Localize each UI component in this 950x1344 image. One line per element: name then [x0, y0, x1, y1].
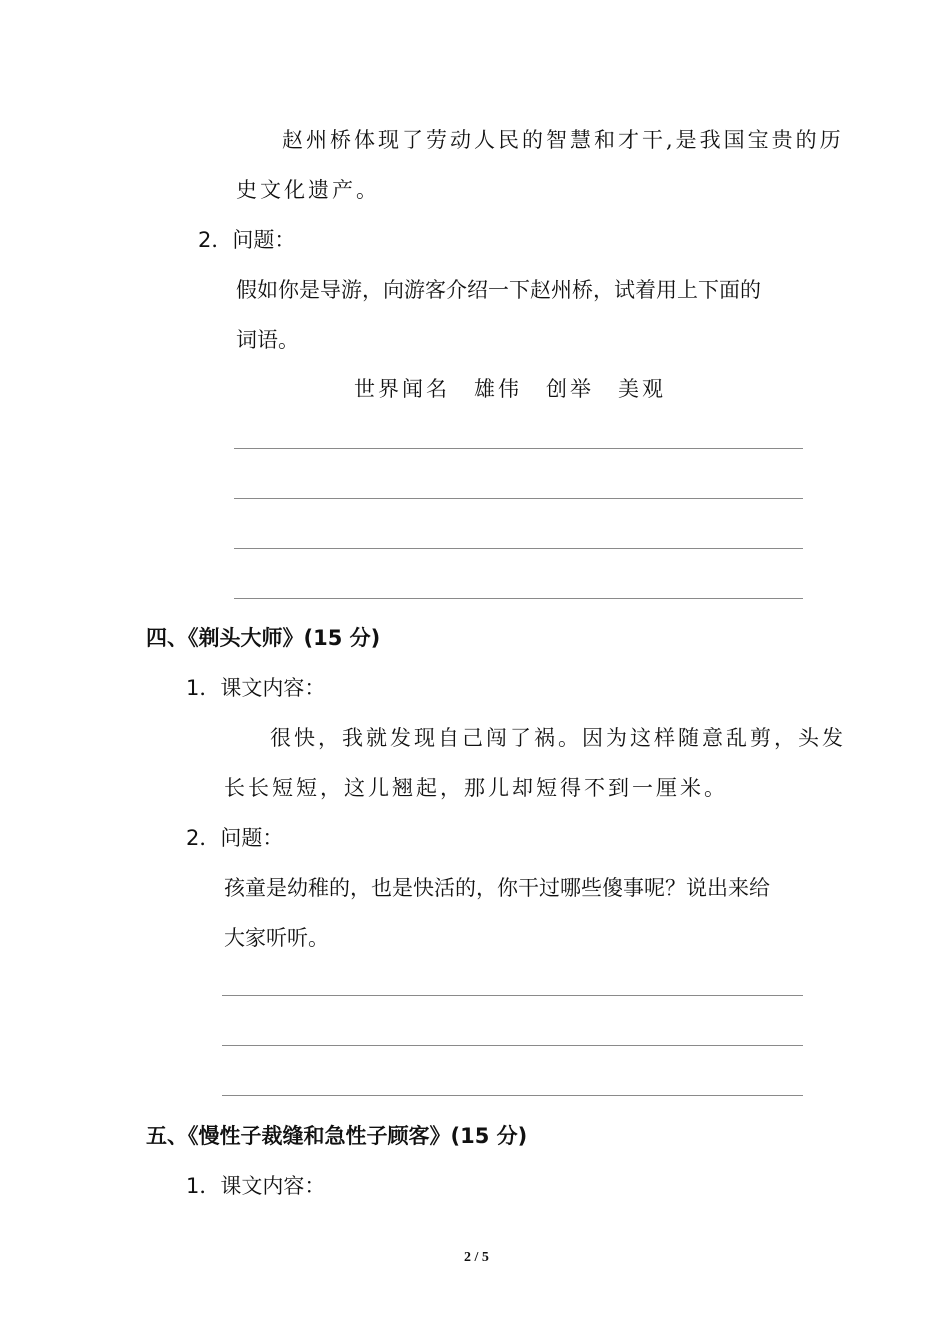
answer-line[interactable]: [234, 548, 803, 549]
question-line-1: 假如你是导游，向游客介绍一下赵州桥，试着用上下面的: [236, 278, 761, 302]
question-label: 2．问题：: [186, 826, 284, 850]
question-line-2: 大家听听。: [224, 926, 329, 950]
answer-line[interactable]: [222, 1095, 803, 1096]
answer-line[interactable]: [234, 448, 803, 449]
answer-line[interactable]: [222, 995, 803, 996]
question-line-2: 词语。: [236, 328, 299, 352]
word-list: 世界闻名 雄伟 创举 美观: [354, 377, 666, 401]
answer-line[interactable]: [234, 498, 803, 499]
section-title: 五、《慢性子裁缝和急性子顾客》(15 分): [146, 1124, 528, 1148]
passage-line-1: 赵州桥体现了劳动人民的智慧和才干,是我国宝贵的历: [282, 128, 844, 152]
page-number: 2 / 5: [464, 1250, 489, 1265]
section-title: 四、《剃头大师》(15 分): [146, 626, 381, 650]
passage-line-1: 很快，我就发现自己闯了祸。因为这样随意乱剪，头发: [270, 726, 846, 750]
content-label: 1．课文内容：: [186, 676, 326, 700]
answer-line[interactable]: [222, 1045, 803, 1046]
content-label: 1．课文内容：: [186, 1174, 326, 1198]
passage-line-2: 史文化遗产。: [236, 178, 380, 202]
question-line-1: 孩童是幼稚的，也是快活的，你干过哪些傻事呢？说出来给: [224, 876, 770, 900]
question-label: 2．问题：: [198, 228, 296, 252]
answer-line[interactable]: [234, 598, 803, 599]
passage-line-2: 长长短短，这儿翘起，那儿却短得不到一厘米。: [224, 776, 728, 800]
